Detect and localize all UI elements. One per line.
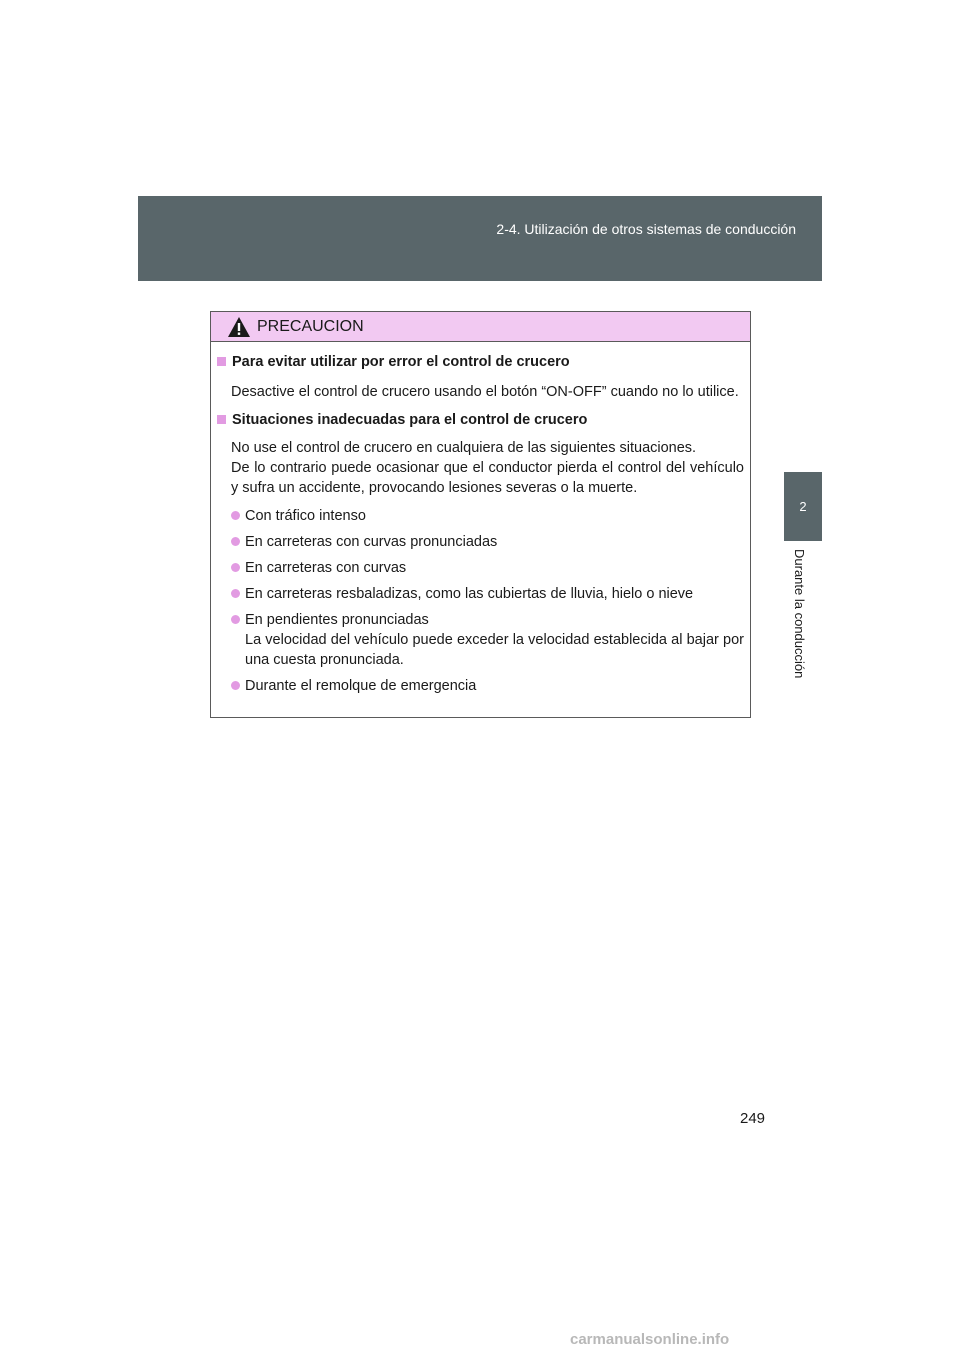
chapter-tab bbox=[784, 472, 822, 541]
caution-header bbox=[211, 312, 750, 342]
round-bullet-icon bbox=[231, 589, 240, 598]
square-bullet-icon bbox=[217, 415, 226, 424]
square-bullet-icon bbox=[217, 357, 226, 366]
header-band bbox=[138, 196, 822, 281]
caution-box bbox=[210, 311, 751, 718]
round-bullet-icon bbox=[231, 511, 240, 520]
section-heading-text: Situaciones inadecuadas para el control de crucero bbox=[232, 412, 588, 428]
chapter-number: 2 bbox=[799, 499, 807, 514]
list-item: Con tráfico intenso bbox=[217, 506, 744, 526]
list-item: En carreteras con curvas pronunciadas bbox=[217, 532, 744, 552]
round-bullet-icon bbox=[231, 537, 240, 546]
round-bullet-icon bbox=[231, 615, 240, 624]
list-item bbox=[217, 610, 744, 670]
section-title: 2-4. Utilización de otros sistemas de conducción bbox=[496, 221, 796, 237]
list-item: Durante el remolque de emergencia bbox=[217, 676, 744, 696]
caution-title: PRECAUCION bbox=[257, 317, 364, 335]
chapter-label: Durante la conducción bbox=[792, 549, 807, 679]
round-bullet-icon bbox=[231, 563, 240, 572]
section-heading-text: Para evitar utilizar por error el control de crucero bbox=[232, 354, 570, 370]
caution-body bbox=[211, 342, 750, 696]
list-item-note: La velocidad del vehículo puede exceder la velocidad establecida al bajar por una cuesta pronunciada. bbox=[245, 632, 744, 668]
watermark: carmanualsonline.info bbox=[570, 1331, 730, 1348]
section-heading bbox=[217, 352, 744, 372]
round-bullet-icon bbox=[231, 681, 240, 690]
page-number: 249 bbox=[740, 1110, 766, 1127]
paragraph: Desactive el control de crucero usando el botón “ON-OFF” cuando no lo utilice. bbox=[231, 384, 739, 400]
warning-triangle-icon bbox=[227, 316, 251, 338]
paragraph: De lo contrario puede ocasionar que el conductor pierda el control del vehículo y sufra un accidente, provocando lesiones severas o la muerte. bbox=[231, 460, 744, 496]
section-heading bbox=[217, 410, 744, 430]
paragraph: No use el control de crucero en cualquiera de las siguientes situaciones. bbox=[231, 440, 697, 456]
list-item: En carreteras resbaladizas, como las cubiertas de lluvia, hielo o nieve bbox=[217, 584, 744, 604]
list-item-text: En pendientes pronunciadas bbox=[245, 612, 429, 628]
list-item: En carreteras con curvas bbox=[217, 558, 744, 578]
